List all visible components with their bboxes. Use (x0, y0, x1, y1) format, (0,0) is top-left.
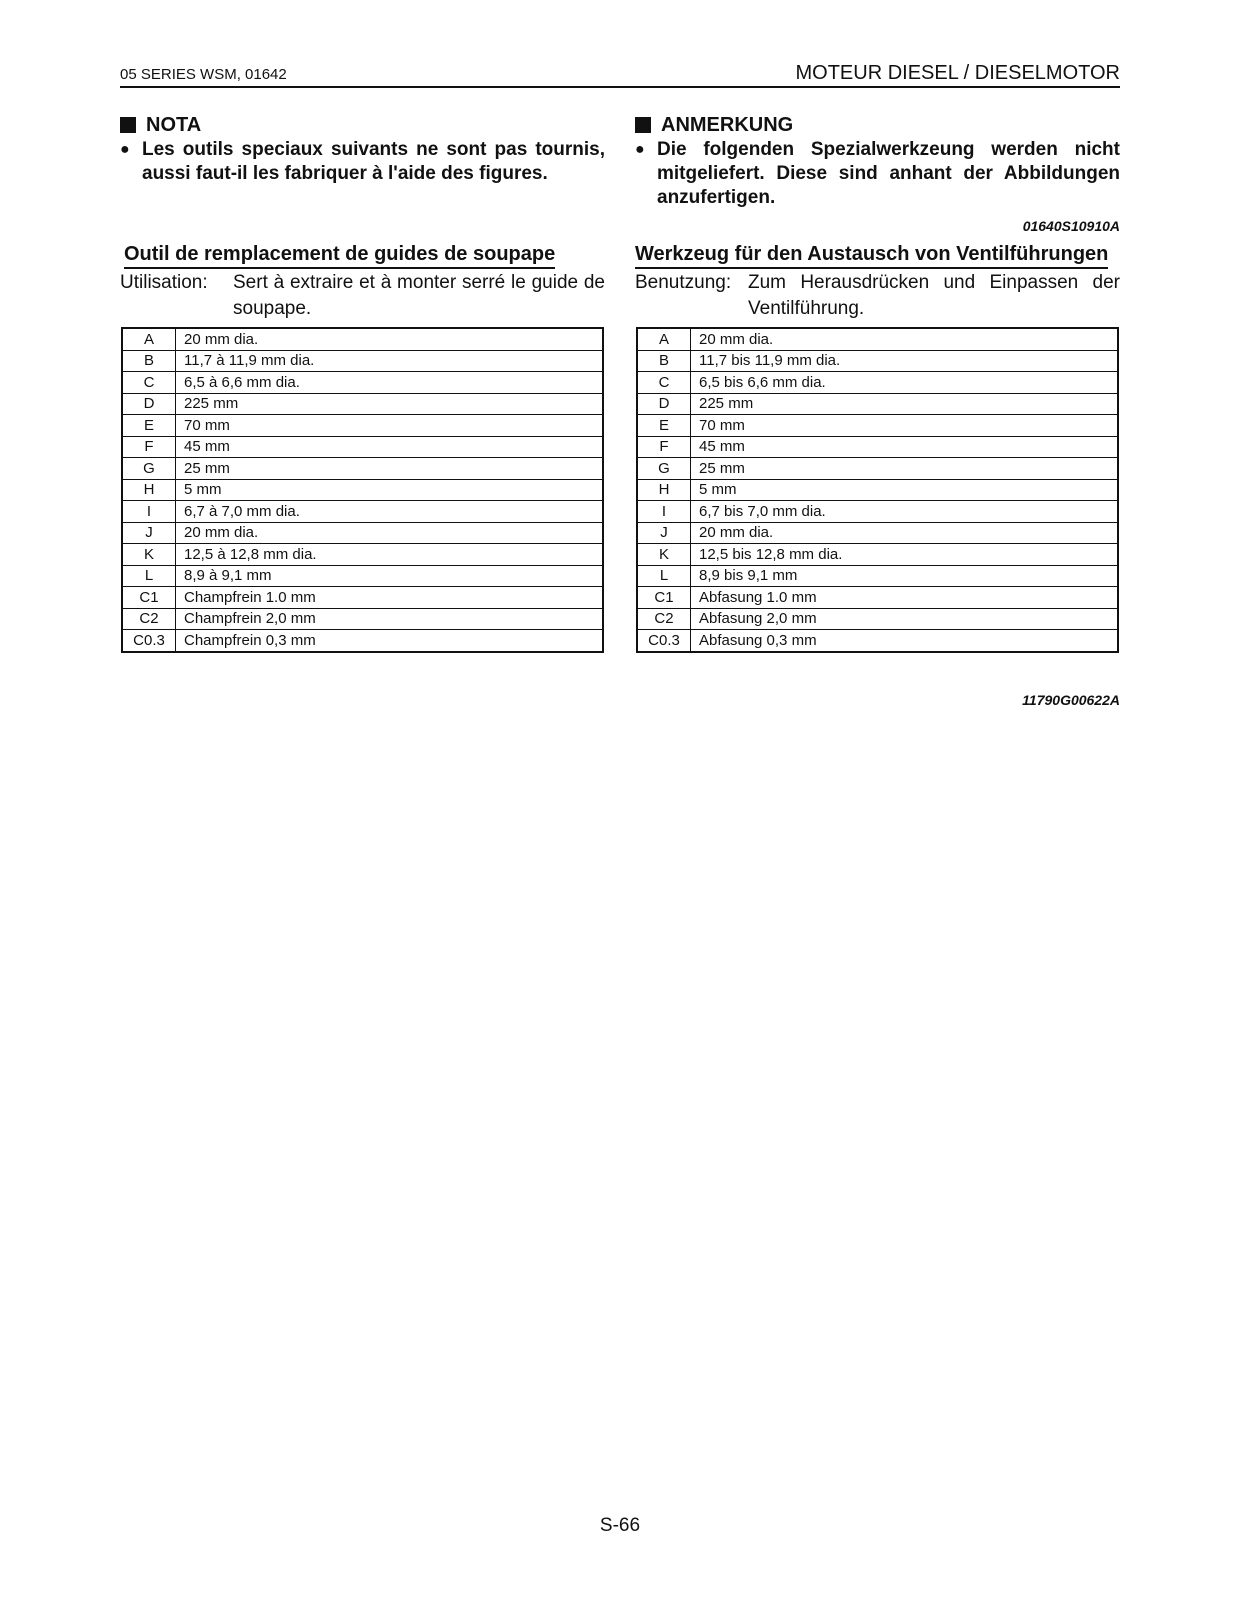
table-row (122, 587, 603, 609)
dimension-value: 6,7 bis 7,0 mm dia. (691, 501, 1119, 523)
dimension-key: E (122, 415, 176, 437)
dimension-key: I (637, 501, 691, 523)
dimension-key: C1 (122, 587, 176, 609)
square-bullet-icon (120, 117, 136, 133)
dimension-key: J (637, 522, 691, 544)
table-row (637, 630, 1118, 652)
table-row (637, 328, 1118, 350)
dimension-key: D (637, 393, 691, 415)
dimension-value: 5 mm (176, 479, 604, 501)
table-row (637, 522, 1118, 544)
table-row (122, 630, 603, 652)
usage-text: Sert à extraire et à monter serré le guide de soupape. (233, 272, 605, 319)
table-row (637, 372, 1118, 394)
table-row (122, 565, 603, 587)
table-row (122, 608, 603, 630)
usage-label: Utilisation: (120, 272, 208, 293)
note-heading-de (635, 112, 1120, 138)
note-fr (120, 112, 605, 186)
dimension-value: 20 mm dia. (176, 328, 604, 350)
dimension-value: 11,7 bis 11,9 mm dia. (691, 350, 1119, 372)
bullet-dot-icon: ● (120, 141, 130, 158)
header-divider (120, 86, 1120, 88)
table-row (122, 501, 603, 523)
dimension-key: C (637, 372, 691, 394)
table-row (637, 565, 1118, 587)
dimension-value: Abfasung 1.0 mm (691, 587, 1119, 609)
dimension-value: 11,7 à 11,9 mm dia. (176, 350, 604, 372)
dimension-key: H (122, 479, 176, 501)
note-text: Les outils speciaux suivants ne sont pas tournis, aussi faut-il les fabriquer à l'aide des figures. (142, 139, 605, 184)
table-row (122, 415, 603, 437)
dimension-value: 20 mm dia. (691, 522, 1119, 544)
square-bullet-icon (635, 117, 651, 133)
table-row (122, 479, 603, 501)
usage-text: Zum Herausdrücken und Einpassen der Ventilführung. (748, 272, 1120, 319)
dimension-value: 12,5 à 12,8 mm dia. (176, 544, 604, 566)
dimension-key: C1 (637, 587, 691, 609)
dimension-key: C2 (122, 608, 176, 630)
section-title-de: Werkzeug für den Austausch von Ventilführungen (635, 243, 1108, 269)
dimension-key: H (637, 479, 691, 501)
dimension-value: Champfrein 0,3 mm (176, 630, 604, 652)
note-heading-fr (120, 112, 605, 138)
dimension-key: B (637, 350, 691, 372)
dimension-key: G (637, 458, 691, 480)
dimension-key: J (122, 522, 176, 544)
dimension-value: 20 mm dia. (691, 328, 1119, 350)
dimension-value: 20 mm dia. (176, 522, 604, 544)
table-row (637, 544, 1118, 566)
table-row (122, 350, 603, 372)
note-bullet-fr (120, 138, 605, 186)
dimension-key: C (122, 372, 176, 394)
dimension-value: 6,7 à 7,0 mm dia. (176, 501, 604, 523)
dimension-key: L (637, 565, 691, 587)
dimension-key: D (122, 393, 176, 415)
dimension-key: K (122, 544, 176, 566)
table-row (122, 436, 603, 458)
note-heading-text: NOTA (146, 113, 202, 136)
dimension-value: 225 mm (176, 393, 604, 415)
dimension-key: L (122, 565, 176, 587)
spec-table-de (636, 327, 1119, 653)
dimension-value: 8,9 bis 9,1 mm (691, 565, 1119, 587)
dimension-value: 12,5 bis 12,8 mm dia. (691, 544, 1119, 566)
dimension-value: Champfrein 2,0 mm (176, 608, 604, 630)
section-title-fr: Outil de remplacement de guides de soupape (124, 243, 555, 269)
dimension-key: C2 (637, 608, 691, 630)
dimension-value: 8,9 à 9,1 mm (176, 565, 604, 587)
table-row (637, 587, 1118, 609)
dimension-value: 45 mm (691, 436, 1119, 458)
header-series: 05 SERIES WSM, 01642 (120, 66, 287, 83)
table-row (637, 393, 1118, 415)
dimension-key: F (637, 436, 691, 458)
note-bullet-de (635, 138, 1120, 210)
dimension-key: C0.3 (122, 630, 176, 652)
table-row (122, 328, 603, 350)
dimension-key: K (637, 544, 691, 566)
dimension-key: A (637, 328, 691, 350)
table-row (637, 415, 1118, 437)
spec-table-fr (121, 327, 604, 653)
usage-fr (120, 270, 605, 322)
dimension-value: 45 mm (176, 436, 604, 458)
table-row (122, 372, 603, 394)
dimension-value: Champfrein 1.0 mm (176, 587, 604, 609)
table-row (637, 458, 1118, 480)
table-row (637, 350, 1118, 372)
dimension-value: 70 mm (176, 415, 604, 437)
page-number: S-66 (599, 1515, 641, 1536)
table-row (637, 436, 1118, 458)
dimension-value: 25 mm (176, 458, 604, 480)
dimension-key: E (637, 415, 691, 437)
dimension-value: 70 mm (691, 415, 1119, 437)
dimension-key: C0.3 (637, 630, 691, 652)
dimension-value: 6,5 bis 6,6 mm dia. (691, 372, 1119, 394)
table-row (122, 458, 603, 480)
dimension-value: Abfasung 0,3 mm (691, 630, 1119, 652)
bullet-dot-icon: ● (635, 141, 645, 158)
table-row (637, 608, 1118, 630)
dimension-value: 5 mm (691, 479, 1119, 501)
dimension-key: F (122, 436, 176, 458)
usage-label: Benutzung: (635, 272, 732, 293)
usage-de (635, 270, 1120, 322)
note-de (635, 112, 1120, 210)
note-heading-text: ANMERKUNG (661, 113, 794, 136)
dimension-value: 25 mm (691, 458, 1119, 480)
note-text: Die folgenden Spezialwerkzeung werden nicht mitgeliefert. Diese sind anhant der Abbildungen anzufertigen. (657, 139, 1120, 208)
dimension-key: A (122, 328, 176, 350)
table-row (637, 501, 1118, 523)
dimension-key: B (122, 350, 176, 372)
table-row (122, 522, 603, 544)
dimension-key: G (122, 458, 176, 480)
dimension-key: I (122, 501, 176, 523)
table-row (122, 393, 603, 415)
header-title: MOTEUR DIESEL / DIESELMOTOR (795, 62, 1120, 84)
dimension-value: Abfasung 2,0 mm (691, 608, 1119, 630)
dimension-value: 6,5 à 6,6 mm dia. (176, 372, 604, 394)
dimension-value: 225 mm (691, 393, 1119, 415)
figure-code: 11790G00622A (1022, 692, 1120, 708)
reference-code: 01640S10910A (1022, 218, 1120, 234)
table-row (637, 479, 1118, 501)
table-row (122, 544, 603, 566)
